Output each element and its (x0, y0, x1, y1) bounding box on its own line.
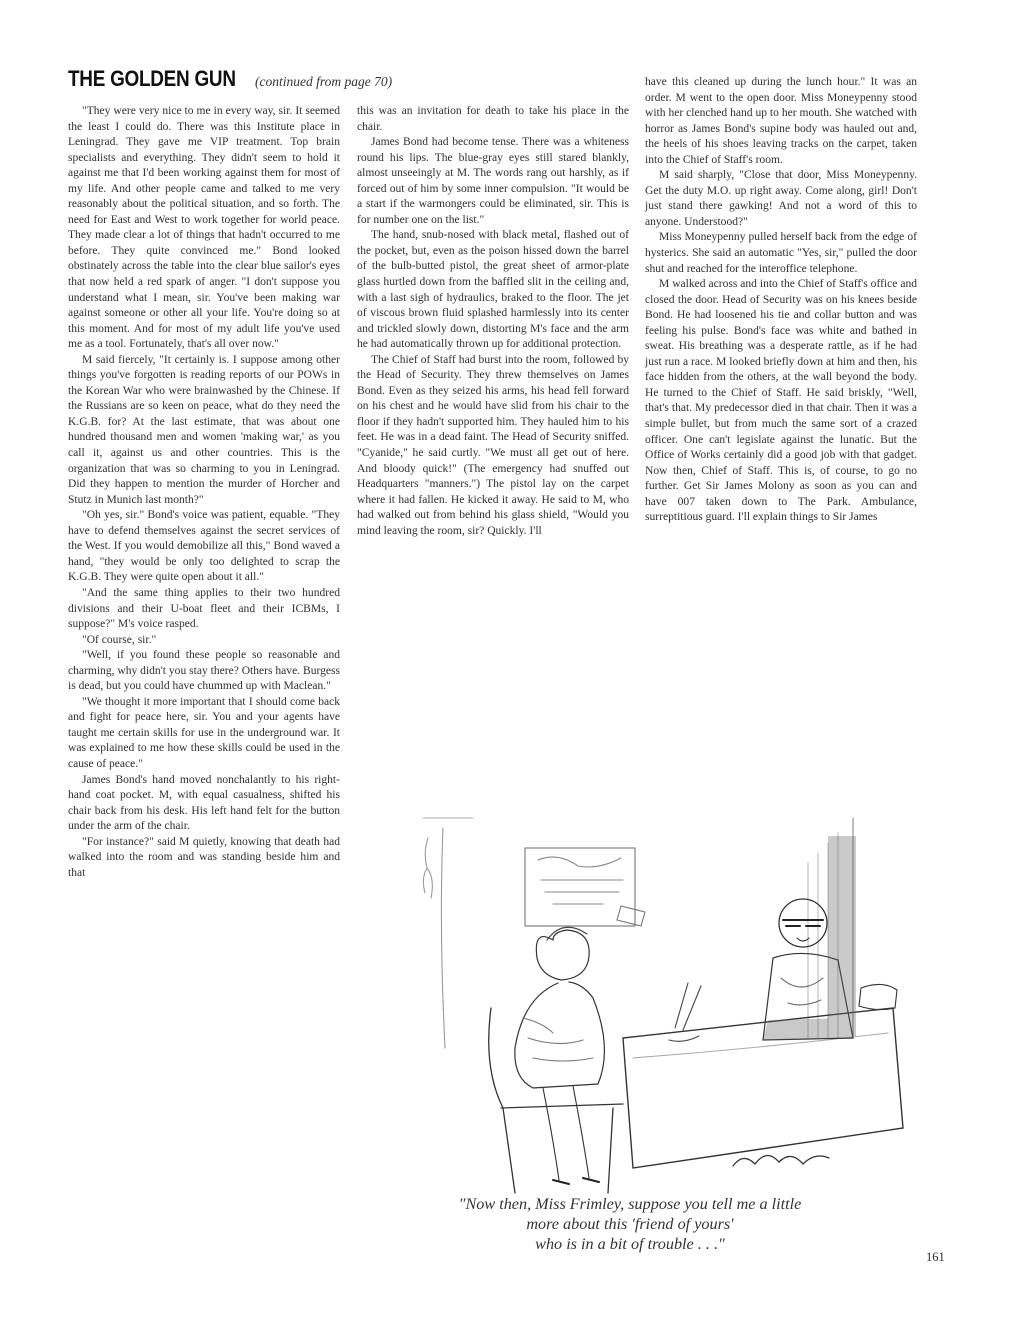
text-column-3 (645, 75, 917, 526)
page-number: 161 (926, 1250, 945, 1264)
paragraph: The Chief of Staff had burst into the room, followed by the Head of Security. They threw themselves on James Bond. Even as they seized his arms, his head fell forward on his chest and he would have slid from his chair to the floor if they hadn't supported him. They hauled him to his feet. He was in a dead faint. The Head of Security sniffed. "Cyanide," he said curtly. "We must all get out of here. And bloody quick!" (The emergency had snuffed out Headquarters "manners.") The pistol lay on the carpet where it had fallen. He kicked it away. He said to M, who had walked out from behind his glass shield, "Would you mind leaving the room, sir? Quickly. I'll (357, 353, 629, 537)
caption-line: who is in a bit of trouble . . ." (535, 1235, 725, 1253)
text-column-2 (357, 104, 629, 539)
paragraph: M said sharply, "Close that door, Miss Moneypenny. Get the duty M.O. up right away. Come along, girl! Don't just stand there gawking! And not a word of this to anyone. Understood?" (645, 169, 917, 228)
paragraph: Miss Moneypenny pulled herself back from the edge of hysterics. She said an automatic "Yes, sir," pulled the door shut and reached for the interoffice telephone. (645, 231, 917, 275)
text-column-1 (68, 104, 340, 881)
paragraph: "We thought it more important that I should come back and fight for peace here, sir. You and your agents have taught me certain skills for use in the underground war. It was explained to me how these skills could be used in the cause of peace." (68, 695, 340, 770)
caption-line: "Now then, Miss Frimley, suppose you tell me a little (458, 1195, 802, 1213)
caption-line: more about this 'friend of yours' (526, 1215, 734, 1233)
story-heading (68, 66, 392, 92)
paragraph: "Oh yes, sir." Bond's voice was patient, equable. "They have to defend themselves against the secret services of the West. If you would demobilize all this," Bond waved a hand, "they would be only too delighted to scrap the K.G.B. They were quite open about it all." (68, 509, 340, 584)
paragraph: M walked across and into the Chief of Staff's office and closed the door. Head of Security was on his knees beside Bond. He had loosened his tie and collar button and was feeling his pulse. Bond's face was white and bathed in sweat. His breathing was a desperate rattle, as if he had just run a race. M looked briefly down at him and then, his face hidden from the others, at the wall beyond the body. He turned to the Chief of Staff. He said briskly, "Well, that's that. My predecessor died in that chair. Then it was a simple bullet, but from much the same sort of a crazed officer. One can't legislate against the lunatic. But the Office of Works certainly did a good job with that gadget. Now then, Chief of Staff. This is, of course, to go no further. Get Sir James Molony as soon as you can and have 007 taken down to The Park. Ambulance, surreptitious guard. I'll explain things to Sir James (645, 278, 917, 524)
paragraph: James Bond had become tense. There was a whiteness round his lips. The blue-gray eyes still stared blankly, almost unseeingly at M. The words rang out harshly, as if forced out of him by some inner compulsion. "It would be a start if the warmongers could be eliminated, sir. This is for number one on the list." (357, 136, 629, 226)
story-title: THE GOLDEN GUN (68, 66, 236, 91)
continued-note: (continued from page 70) (255, 74, 393, 89)
cartoon-caption (360, 1194, 900, 1254)
paragraph: "They were very nice to me in every way, sir. It seemed the least I could do. There was this Institute place in Leningrad. They gave me VIP treatment. Top brain specialists and everything. They didn't seem to hold it against me that I'd been working against them for most of my life. And other people came and talked to me very reasonably about the political situation, and so forth. The need for East and West to work together for world peace. They made clear a lot of things that hadn't occurred to me before. They quite convinced me." Bond looked obstinately across the table into the clear blue sailor's eyes that now held a red spark of anger. "I don't suppose you understand what I mean, sir. You've been making war against someone or other all your life. You're doing so at this moment. And for most of my adult life you've used me as a tool. Fortunately, that's all over now." (68, 105, 340, 351)
paragraph: The hand, snub-nosed with black metal, flashed out of the pocket, but, even as the poison hissed down the barrel of the bulb-butted pistol, the great sheet of armor-plate glass hurtled down from the baffled slit in the ceiling and, with a last sigh of hydraulics, braked to the floor. The jet of viscous brown fluid splashed harmlessly into its center and trickled slowly down, distorting M's face and the arm he had automatically thrown up for additional protection. (357, 229, 629, 351)
paragraph: James Bond's hand moved nonchalantly to his right-hand coat pocket. M, with equal casualness, shifted his chair back from his desk. His left hand felt for the button under the arm of the chair. (68, 773, 340, 833)
paragraph: have this cleaned up during the lunch hour." It was an order. M went to the open door. Miss Moneypenny stood with her clenched hand up to her mouth. She watched with horror as James Bond's supine body was hauled out and, the heels of his shoes leaving tracks on the carpet, taken into the Chief of Staff's room. (645, 76, 917, 166)
paragraph: "And the same thing applies to their two hundred divisions and their U-boat fleet and their ICBMs, I suppose?" M's voice rasped. (68, 586, 340, 631)
paragraph: "For instance?" said M quietly, knowing that death had walked into the room and was standing beside him and that (68, 835, 340, 879)
paragraph: "Well, if you found these people so reasonable and charming, why didn't you stay there? Others have. Burgess is dead, but you could have chummed up with Maclean." (68, 649, 340, 693)
paragraph: this was an invitation for death to take his place in the chair. (357, 105, 629, 133)
cartoon-illustration (383, 808, 908, 1198)
paragraph: M said fiercely, "It certainly is. I suppose among other things you've forgotten is reading reports of our POWs in the Korean War who were brainwashed by the Chinese. If the Russians are so keen on peace, what do they need the K.G.B. for? At the last estimate, that was about one hundred thousand men and women 'making war,' as you call it, against us and other countries. This is the organization that was so charming to you in Leningrad. Did they happen to mention the murder of Horcher and Stutz in Munich last month?" (68, 353, 340, 506)
paragraph: "Of course, sir." (82, 633, 157, 646)
